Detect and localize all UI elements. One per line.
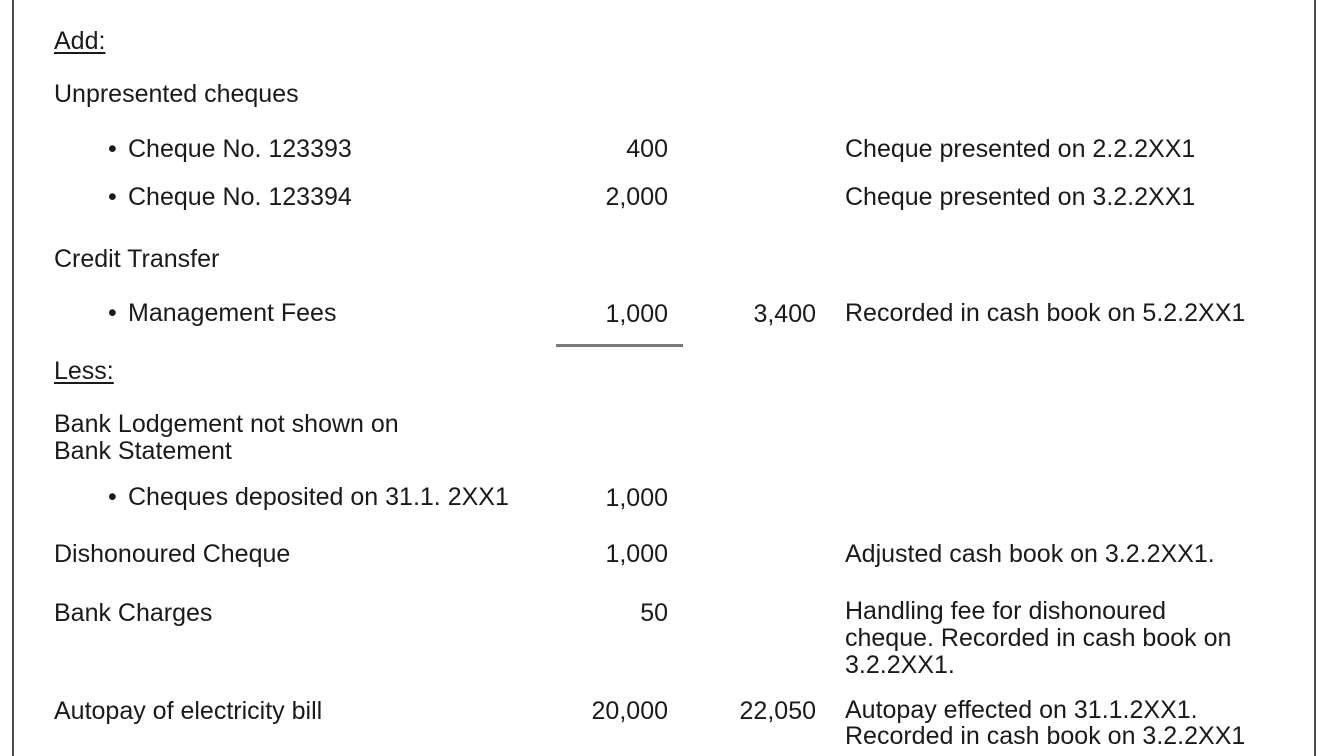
management-fees-amount: 1,000 bbox=[605, 300, 668, 328]
cheques-deposited-amount: 1,000 bbox=[605, 484, 668, 512]
dishonoured-cheque-amount: 1,000 bbox=[605, 540, 668, 568]
cheque-123393-amount: 400 bbox=[626, 135, 668, 163]
cheque-123394-label: • Cheque No. 123394 bbox=[108, 183, 352, 211]
autopay-note-line1: Autopay effected on 31.1.2XX1. bbox=[845, 696, 1198, 724]
management-fees-label: • Management Fees bbox=[108, 299, 337, 327]
add-heading: Add: bbox=[54, 27, 106, 55]
bullet-icon: • bbox=[108, 483, 117, 511]
add-total-amount: 3,400 bbox=[753, 300, 816, 328]
dishonoured-cheque-label: Dishonoured Cheque bbox=[54, 540, 291, 568]
bank-charges-note-line2: cheque. Recorded in cash book on bbox=[845, 624, 1232, 652]
bank-lodgement-label-line2: Bank Statement bbox=[54, 437, 232, 465]
autopay-note-line2: Recorded in cash book on 3.2.2XX1 bbox=[845, 722, 1246, 750]
bank-charges-amount: 50 bbox=[640, 599, 668, 627]
bank-lodgement-label-line1: Bank Lodgement not shown on bbox=[54, 410, 399, 438]
cheque-123393-label: • Cheque No. 123393 bbox=[108, 135, 352, 163]
bullet-icon: • bbox=[108, 183, 117, 211]
bank-charges-note-line3: 3.2.2XX1. bbox=[845, 651, 955, 679]
bullet-icon: • bbox=[108, 135, 117, 163]
cheque-123394-amount: 2,000 bbox=[605, 183, 668, 211]
management-fees-note: Recorded in cash book on 5.2.2XX1 bbox=[845, 299, 1246, 327]
subtotal-rule bbox=[556, 344, 683, 347]
credit-transfer-label: Credit Transfer bbox=[54, 245, 220, 273]
less-heading: Less: bbox=[54, 357, 114, 385]
bank-charges-label: Bank Charges bbox=[54, 599, 213, 627]
less-total-amount: 22,050 bbox=[739, 697, 816, 725]
bullet-icon: • bbox=[108, 299, 117, 327]
autopay-label: Autopay of electricity bill bbox=[54, 697, 323, 725]
unpresented-cheques-label: Unpresented cheques bbox=[54, 80, 299, 108]
cheques-deposited-label: • Cheques deposited on 31.1. 2XX1 bbox=[108, 483, 509, 511]
cheque-123394-note: Cheque presented on 3.2.2XX1 bbox=[845, 183, 1196, 211]
bank-charges-note-line1: Handling fee for dishonoured bbox=[845, 597, 1167, 625]
dishonoured-cheque-note: Adjusted cash book on 3.2.2XX1. bbox=[845, 540, 1215, 568]
cheque-123393-note: Cheque presented on 2.2.2XX1 bbox=[845, 135, 1196, 163]
autopay-amount: 20,000 bbox=[591, 697, 668, 725]
